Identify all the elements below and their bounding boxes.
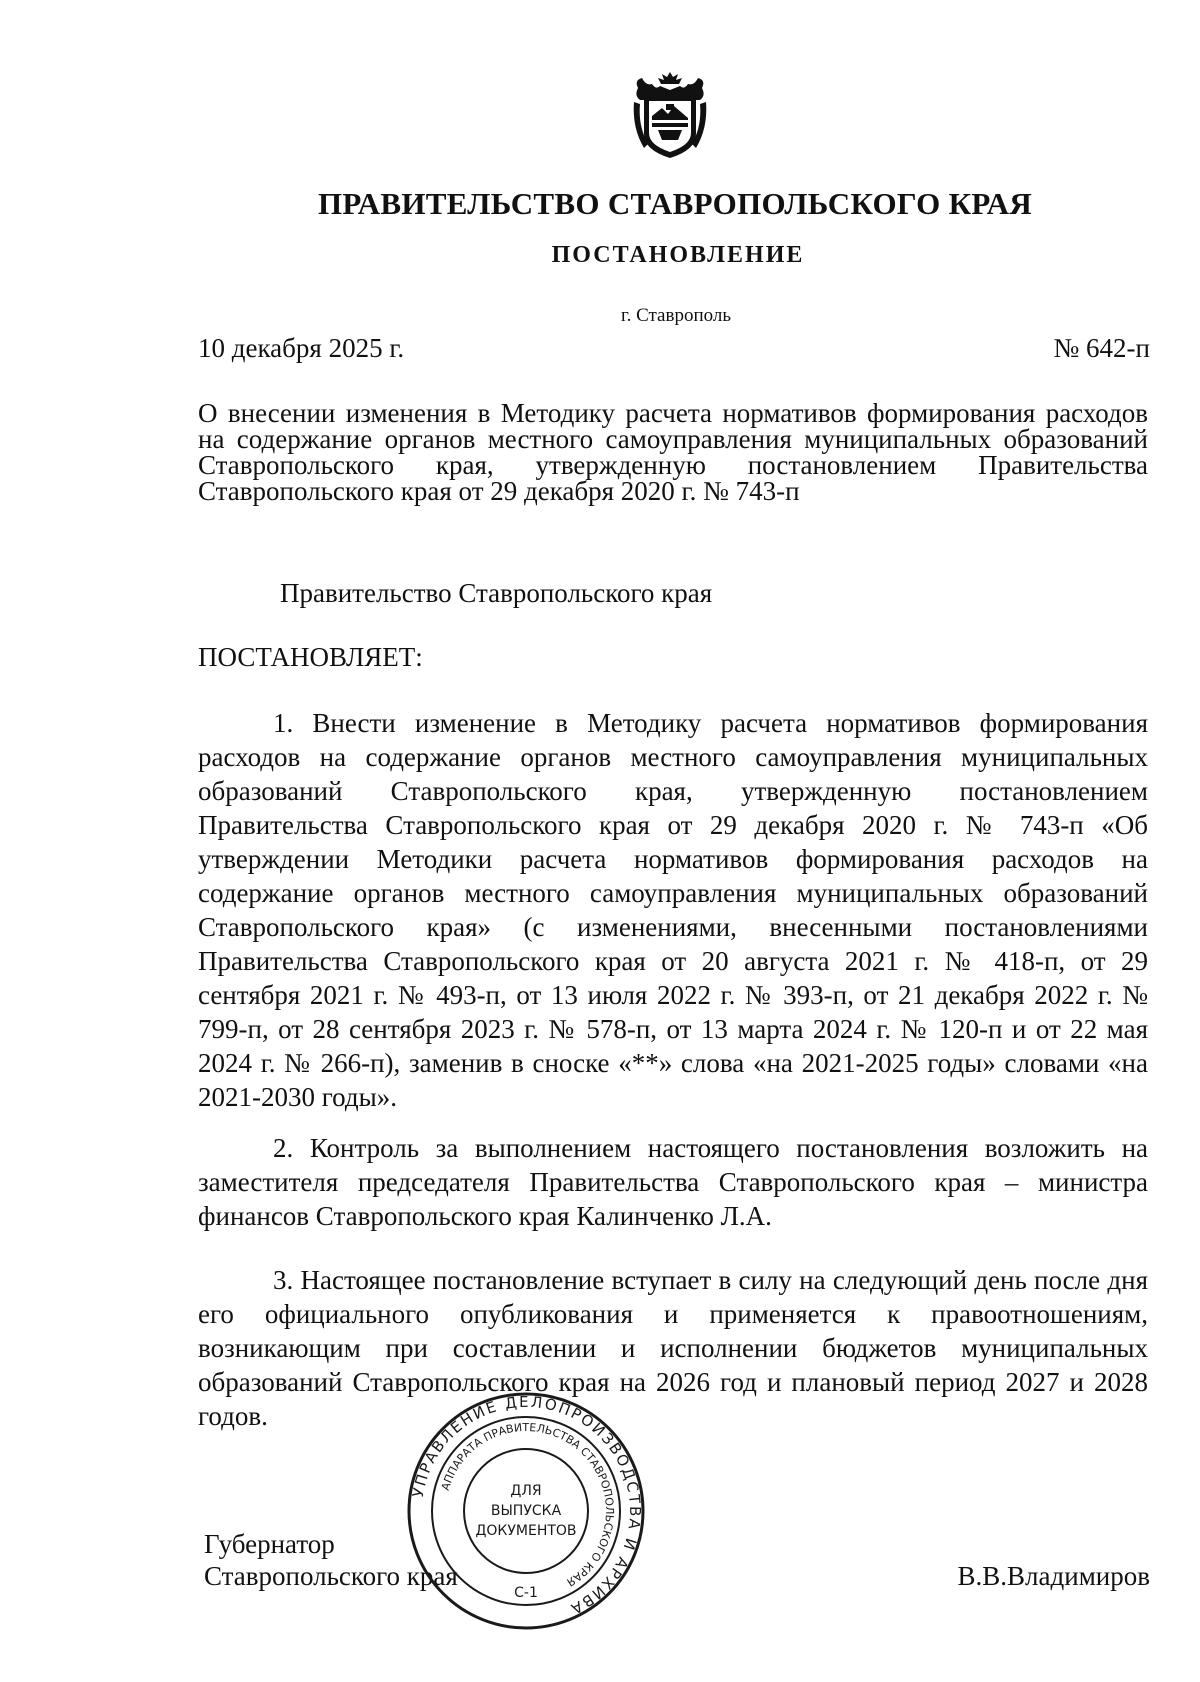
official-stamp	[406, 1391, 646, 1631]
document-subject: О внесении изменения в Методику расчета нормативов формирования расходов на содержание органов местного самоуправления муниципальных образований Ставропольского края, утвержденную постановлением Правительства Ставропольского края от 29 декабря 2020 г. № 743-п	[198, 398, 1148, 506]
government-title: ПРАВИТЕЛЬСТВО СТАВРОПОЛЬСКОГО КРАЯ	[317, 186, 1033, 221]
stamp-center-line-1: ДЛЯ	[510, 1483, 542, 1499]
signer-position-line-1: Губернатор	[204, 1529, 335, 1559]
preamble: Правительство Ставропольского края	[280, 578, 713, 608]
signer-position-line-2: Ставропольского края	[204, 1561, 458, 1591]
emblem-eagle	[636, 72, 703, 100]
resolves-heading: ПОСТАНОВЛЯЕТ:	[198, 642, 423, 672]
document-type: ПОСТАНОВЛЕНИЕ	[551, 242, 805, 268]
document-city: г. Ставрополь	[620, 305, 732, 326]
signer-name: В.В.Владимиров	[957, 1561, 1150, 1591]
document-date: 10 декабря 2025 г.	[198, 333, 405, 363]
stamp-bottom-text: С-1	[514, 1585, 538, 1601]
stamp-center-line-3: ДОКУМЕНТОВ	[475, 1523, 577, 1539]
coat-of-arms-icon	[630, 68, 710, 160]
stamp-inner-text: АППАРАТА ПРАВИТЕЛЬСТВА СТАВРОПОЛЬСКОГО КРАЯ	[438, 1420, 617, 1589]
clause-1: 1. Внести изменение в Методику расчета нормативов формирования расходов на содержание органов местного самоуправления муниципальных образований Ставропольского края, утвержденную постановлением Правительства Ставропольского края от 29 декабря 2020 г. № 743-п «Об утверждении Методики расчета нормативов формирования расходов на содержание органов местного самоуправления муниципальных образований Ставропольского края» (с изменениями, внесенными постановлениями Правительства Ставропольского края от 20 августа 2021 г. № 418-п, от 29 сентября 2021 г. № 493-п, от 13 июля 2022 г. № 393-п, от 21 декабря 2022 г. № 799-п, от 28 сентября 2023 г. № 578-п, от 13 марта 2024 г. № 120-п и от 22 мая 2024 г. № 266-п), заменив в сноске «**» слова «на 2021-2025 годы» словами «на 2021-2030 годы».	[198, 708, 1148, 1112]
document-number: № 642-п	[1053, 333, 1150, 363]
stamp-center-line-2: ВЫПУСКА	[490, 1503, 562, 1519]
clause-3: 3. Настоящее постановление вступает в силу на следующий день после дня его официального опубликования и применяется к правоотношениям, возникающим при составлении и исполнении бюджетов муниципальных образований Ставропольского края на 2026 год и плановый период 2027 и 2028 годов.	[198, 1265, 1148, 1431]
stamp-outer-text: УПРАВЛЕНИЕ ДЕЛОПРОИЗВОДСТВА И АРХИВА	[408, 1392, 645, 1619]
clause-2: 2. Контроль за выполнением настоящего постановления возложить на заместителя председателя Правительства Ставропольского края – министра финансов Ставропольского края Калинченко Л.А.	[198, 1133, 1148, 1231]
